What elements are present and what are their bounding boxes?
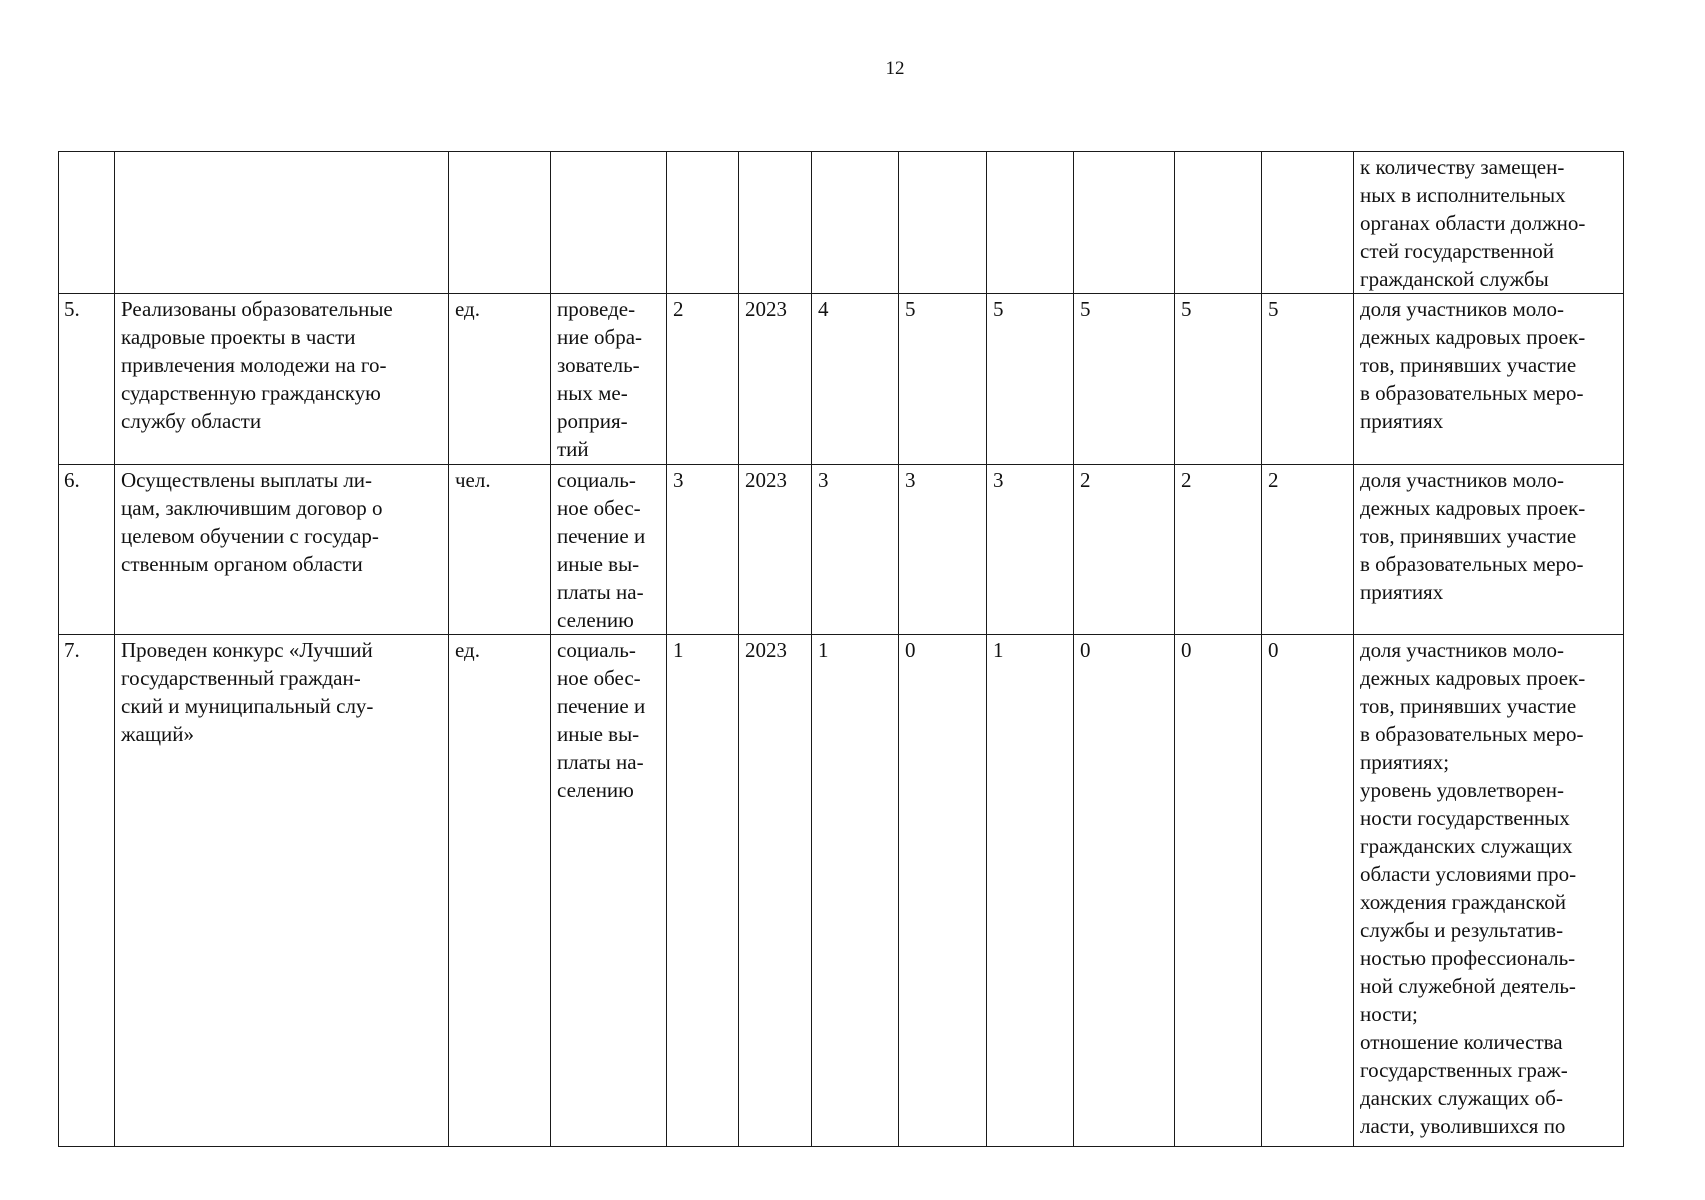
cell-value: 2 bbox=[1262, 465, 1354, 635]
cell-value: 4 bbox=[812, 294, 899, 465]
cell-unit: ед. bbox=[449, 635, 551, 1147]
cell-base-year: 2023 bbox=[739, 465, 812, 635]
cell-value: 0 bbox=[1175, 635, 1262, 1147]
cell-base-year bbox=[739, 152, 812, 294]
measures-table bbox=[58, 151, 1624, 1147]
table-row bbox=[59, 294, 1624, 465]
table-row bbox=[59, 635, 1624, 1147]
cell-num: 5. bbox=[59, 294, 115, 465]
cell-value: 5 bbox=[899, 294, 987, 465]
cell-value: 5 bbox=[1175, 294, 1262, 465]
cell-value: 0 bbox=[1262, 635, 1354, 1147]
cell-value bbox=[812, 152, 899, 294]
cell-value: 0 bbox=[1074, 635, 1175, 1147]
cell-num bbox=[59, 152, 115, 294]
cell-indicator: доля участников моло- дежных кадровых проек- тов, принявших участие в образовательных меро- приятиях; уровень удовлетворен- ности государственных гражданских служащих области условиями про- хождения гражданской службы и результатив- ностью профессиональ- ной служебной деятель- ности; отношение количества государственных граж- данских служащих об- ласти, уволившихся по bbox=[1354, 635, 1624, 1147]
cell-value bbox=[899, 152, 987, 294]
cell-value: 5 bbox=[987, 294, 1074, 465]
cell-base-value bbox=[667, 152, 739, 294]
cell-value: 2 bbox=[1175, 465, 1262, 635]
cell-value: 2 bbox=[1074, 465, 1175, 635]
cell-base-year: 2023 bbox=[739, 294, 812, 465]
cell-base-value: 1 bbox=[667, 635, 739, 1147]
cell-unit bbox=[449, 152, 551, 294]
cell-name: Реализованы образовательные кадровые проекты в части привлечения молодежи на го- сударственную гражданскую службу области bbox=[115, 294, 449, 465]
table-row bbox=[59, 465, 1624, 635]
cell-value: 3 bbox=[987, 465, 1074, 635]
cell-value: 5 bbox=[1074, 294, 1175, 465]
cell-type: социаль- ное обес- печение и иные вы- платы на- селению bbox=[551, 465, 667, 635]
page-number: 12 bbox=[885, 58, 905, 79]
cell-value: 1 bbox=[987, 635, 1074, 1147]
cell-base-value: 3 bbox=[667, 465, 739, 635]
cell-value: 3 bbox=[899, 465, 987, 635]
cell-type bbox=[551, 152, 667, 294]
cell-indicator: доля участников моло- дежных кадровых проек- тов, принявших участие в образовательных меро- приятиях bbox=[1354, 465, 1624, 635]
cell-type: социаль- ное обес- печение и иные вы- платы на- селению bbox=[551, 635, 667, 1147]
cell-value bbox=[1262, 152, 1354, 294]
cell-name bbox=[115, 152, 449, 294]
cell-indicator: к количеству замещен- ных в исполнительных органах области должно- стей государственной гражданской службы bbox=[1354, 152, 1624, 294]
cell-indicator: доля участников моло- дежных кадровых проек- тов, принявших участие в образовательных меро- приятиях bbox=[1354, 294, 1624, 465]
cell-base-value: 2 bbox=[667, 294, 739, 465]
cell-value: 0 bbox=[899, 635, 987, 1147]
cell-name: Осуществлены выплаты ли- цам, заключившим договор о целевом обучении с государ- ственным органом области bbox=[115, 465, 449, 635]
cell-unit: чел. bbox=[449, 465, 551, 635]
cell-type: проведе- ние обра- зователь- ных ме- роприя- тий bbox=[551, 294, 667, 465]
table-row-continuation bbox=[59, 152, 1624, 294]
cell-num: 6. bbox=[59, 465, 115, 635]
cell-unit: ед. bbox=[449, 294, 551, 465]
cell-value: 3 bbox=[812, 465, 899, 635]
cell-value bbox=[1175, 152, 1262, 294]
cell-num: 7. bbox=[59, 635, 115, 1147]
cell-base-year: 2023 bbox=[739, 635, 812, 1147]
cell-value bbox=[1074, 152, 1175, 294]
cell-value bbox=[987, 152, 1074, 294]
cell-name: Проведен конкурс «Лучший государственный граждан- ский и муниципальный слу- жащий» bbox=[115, 635, 449, 1147]
cell-value: 1 bbox=[812, 635, 899, 1147]
cell-value: 5 bbox=[1262, 294, 1354, 465]
